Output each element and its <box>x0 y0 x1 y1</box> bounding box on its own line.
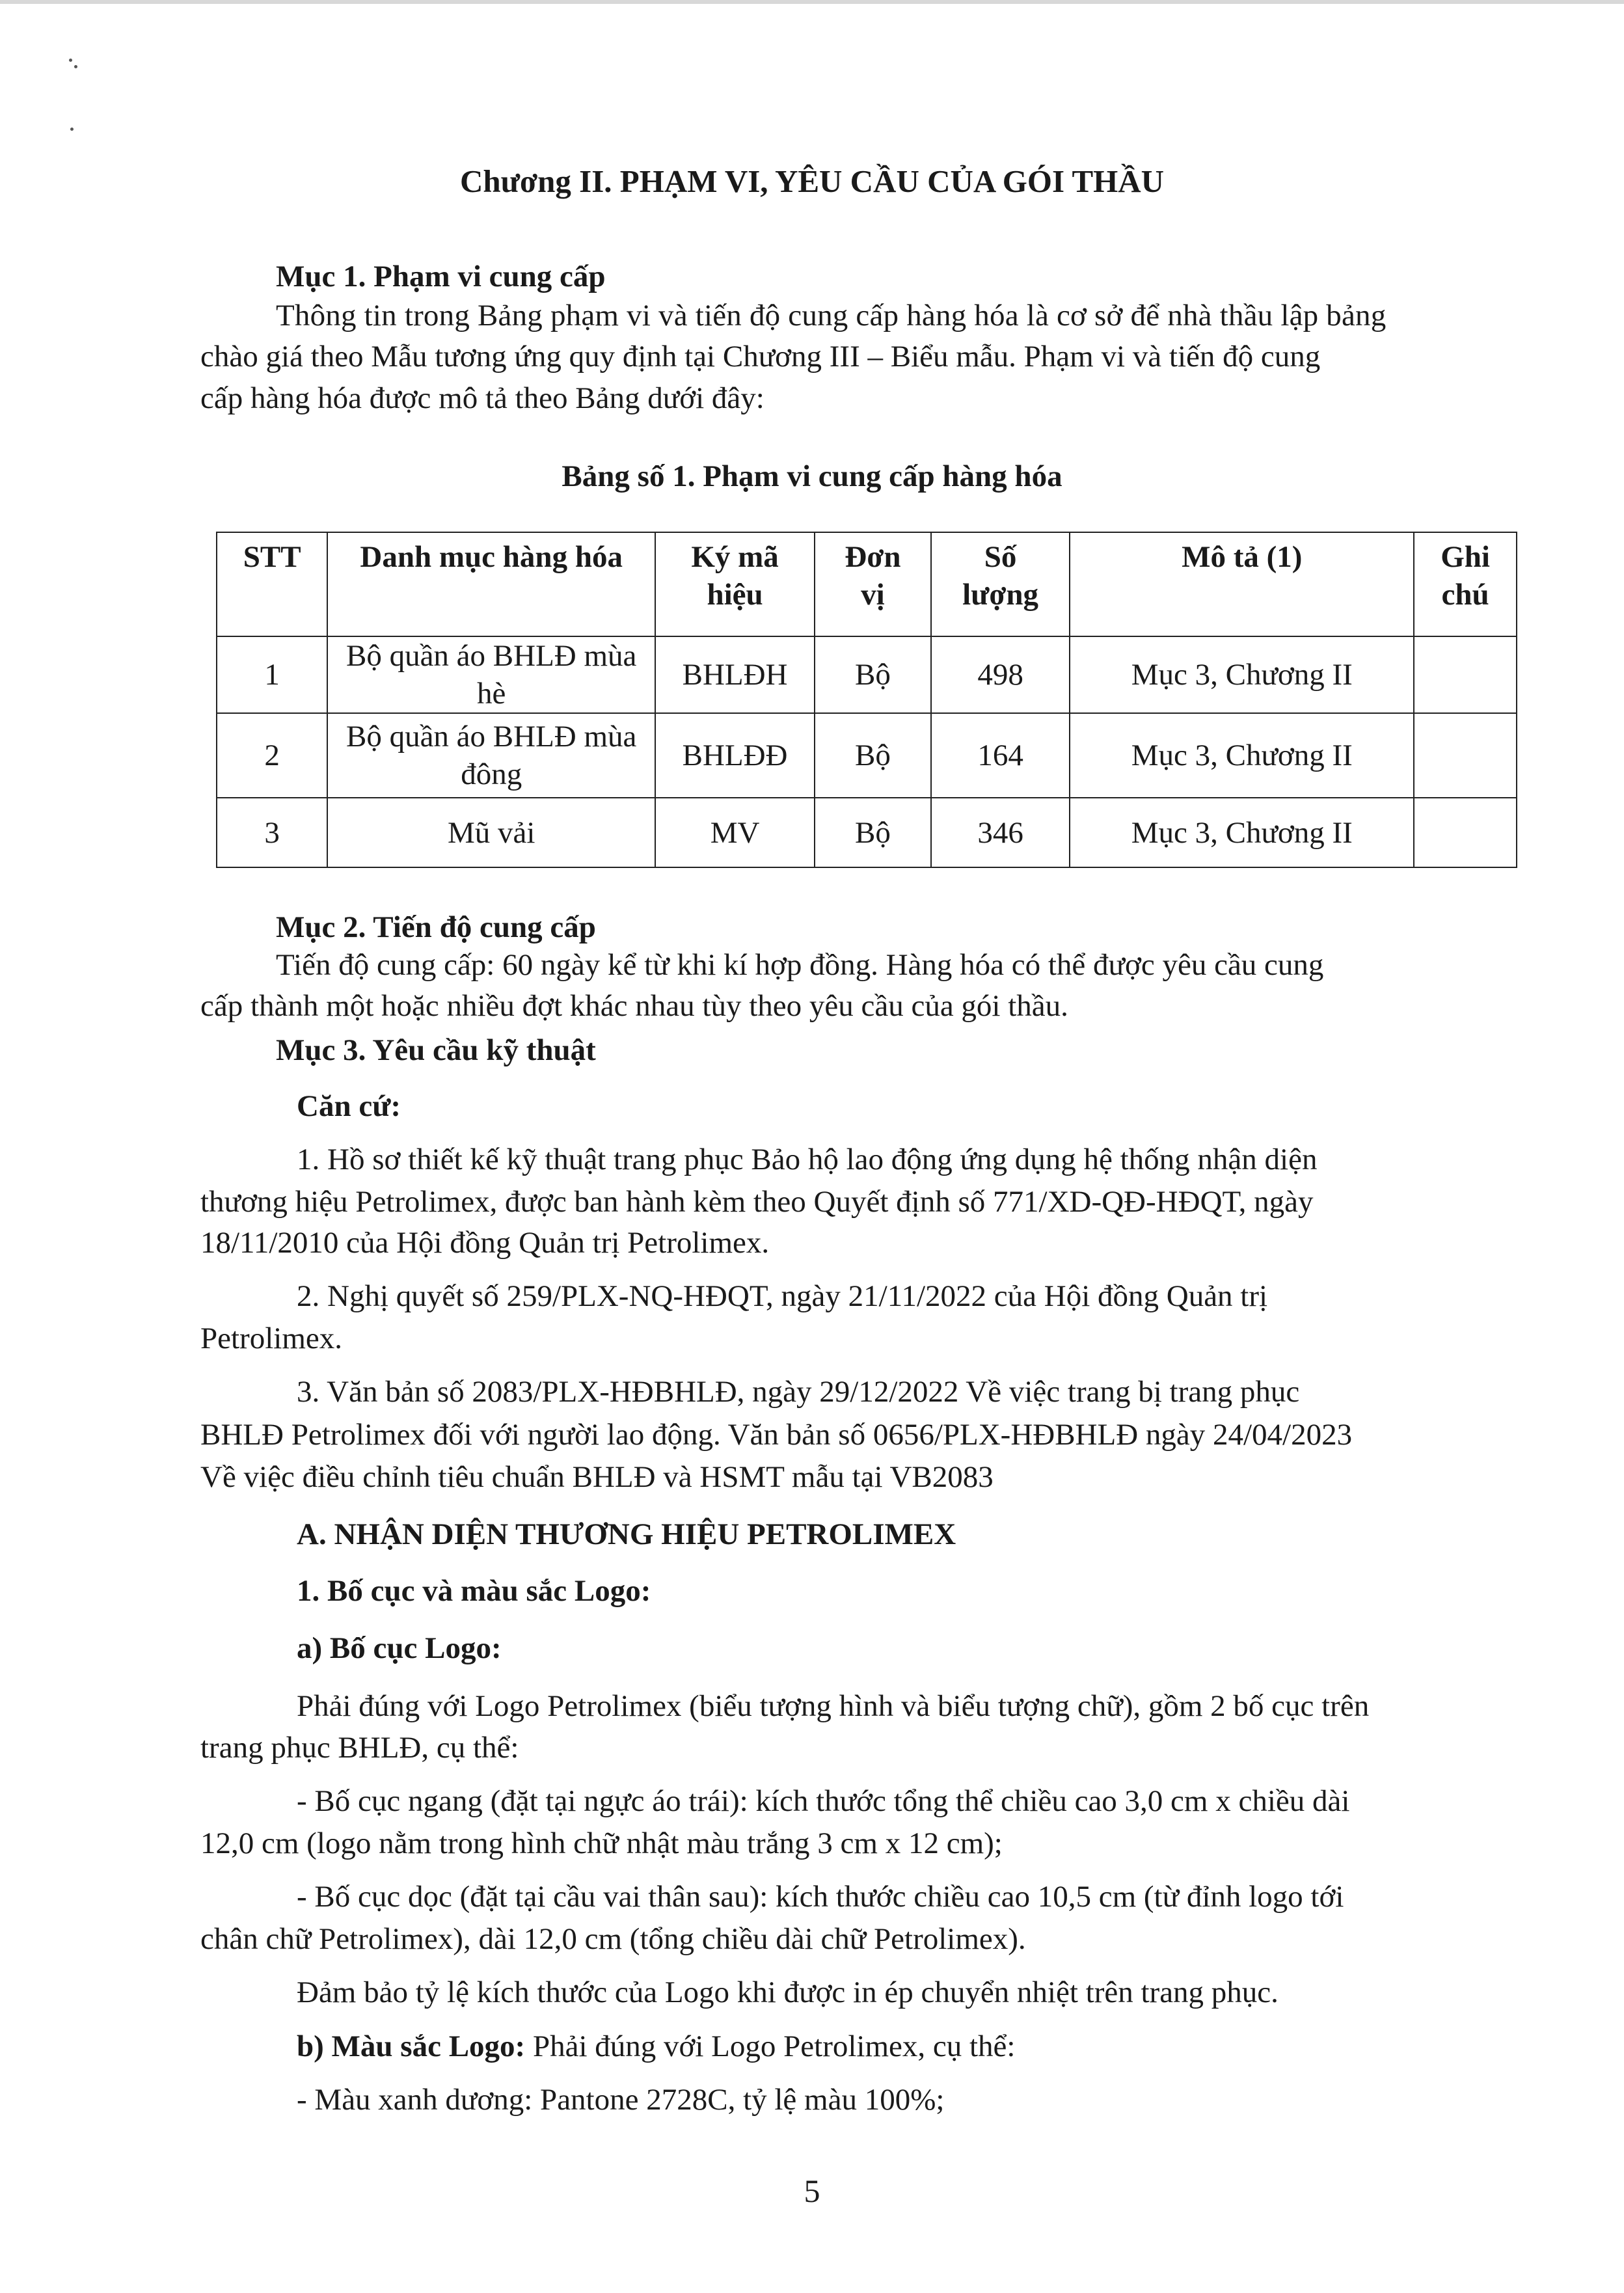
header-qty: Số lượng <box>931 532 1070 636</box>
cell-code: BHLĐH <box>655 636 815 713</box>
horizontal-layout-bullet: - Bố cục ngang (đặt tại ngực áo trái): kích thước tổng thể chiều cao 3,0 cm x chiều dài <box>297 1784 1350 1818</box>
basis-2: Petrolimex. <box>200 1322 342 1355</box>
table-header-row <box>217 532 1517 636</box>
cell-desc: Mục 3, Chương II <box>1070 798 1414 867</box>
cell-desc: Mục 3, Chương II <box>1070 636 1414 713</box>
cell-note <box>1414 798 1517 867</box>
subsection-b-heading: b) Màu sắc Logo: <box>297 2029 526 2063</box>
table-row <box>217 798 1517 867</box>
cell-name: Bộ quần áo BHLĐ mùa đông <box>327 713 655 798</box>
section-a-heading: A. NHẬN DIỆN THƯƠNG HIỆU PETROLIMEX <box>297 1517 956 1551</box>
cell-code: BHLĐĐ <box>655 713 815 798</box>
muc3-heading: Mục 3. Yêu cầu kỹ thuật <box>276 1033 596 1067</box>
logo-color-line <box>297 2024 1015 2069</box>
scope-table <box>216 532 1517 868</box>
header-name: Danh mục hàng hóa <box>327 532 655 636</box>
cell-unit: Bộ <box>815 713 931 798</box>
table-caption: Bảng số 1. Phạm vi cung cấp hàng hóa <box>562 459 1062 493</box>
page-number: 5 <box>804 2173 820 2209</box>
basis-3: 3. Văn bản số 2083/PLX-HĐBHLĐ, ngày 29/12/2022 Về việc trang bị trang phục <box>297 1375 1300 1409</box>
muc2-line: Tiến độ cung cấp: 60 ngày kể từ khi kí hợp đồng. Hàng hóa có thể được yêu cầu cung <box>276 948 1324 982</box>
cell-unit: Bộ <box>815 636 931 713</box>
muc1-line: cấp hàng hóa được mô tả theo Bảng dưới đây: <box>200 381 765 415</box>
horizontal-layout-bullet: 12,0 cm (logo nằm trong hình chữ nhật màu trắng 3 cm x 12 cm); <box>200 1826 1003 1860</box>
cell-code: MV <box>655 798 815 867</box>
basis-1: 18/11/2010 của Hội đồng Quản trị Petrolimex. <box>200 1226 770 1260</box>
scan-speck <box>70 128 74 131</box>
cell-stt: 3 <box>217 798 327 867</box>
muc1-line: Thông tin trong Bảng phạm vi và tiến độ cung cấp hàng hóa là cơ sở để nhà thầu lập bảng <box>276 299 1387 332</box>
subsection-a-heading: a) Bố cục Logo: <box>297 1631 502 1665</box>
table-row <box>217 636 1517 713</box>
subsection-1-heading: 1. Bố cục và màu sắc Logo: <box>297 1574 651 1608</box>
cell-stt: 2 <box>217 713 327 798</box>
header-desc: Mô tả (1) <box>1070 532 1414 636</box>
header-stt: STT <box>217 532 327 636</box>
can-cu-label: Căn cứ: <box>297 1089 401 1123</box>
basis-1: thương hiệu Petrolimex, được ban hành kèm theo Quyết định số 771/XD-QĐ-HĐQT, ngày <box>200 1185 1314 1219</box>
table-row <box>217 713 1517 798</box>
cell-name: Mũ vải <box>327 798 655 867</box>
layout-paragraph: trang phục BHLĐ, cụ thể: <box>200 1731 519 1765</box>
header-code: Ký mã hiệu <box>655 532 815 636</box>
ratio-note: Đảm bảo tỷ lệ kích thước của Logo khi được in ép chuyển nhiệt trên trang phục. <box>297 1975 1279 2009</box>
cell-desc: Mục 3, Chương II <box>1070 713 1414 798</box>
basis-3: Về việc điều chỉnh tiêu chuẩn BHLĐ và HSMT mẫu tại VB2083 <box>200 1460 994 1494</box>
scan-speck <box>69 59 72 62</box>
cell-qty: 164 <box>931 713 1070 798</box>
scan-edge <box>0 0 1624 4</box>
muc2-line: cấp thành một hoặc nhiều đợt khác nhau tùy theo yêu cầu của gói thầu. <box>200 989 1068 1023</box>
cell-note <box>1414 636 1517 713</box>
cell-note <box>1414 713 1517 798</box>
cell-qty: 346 <box>931 798 1070 867</box>
muc1-heading: Mục 1. Phạm vi cung cấp <box>276 260 606 293</box>
vertical-layout-bullet: chân chữ Petrolimex), dài 12,0 cm (tổng chiều dài chữ Petrolimex). <box>200 1922 1026 1956</box>
layout-paragraph: Phải đúng với Logo Petrolimex (biểu tượng hình và biểu tượng chữ), gồm 2 bố cục trên <box>297 1689 1370 1723</box>
basis-3: BHLĐ Petrolimex đối với người lao động. Văn bản số 0656/PLX-HĐBHLĐ ngày 24/04/2023 <box>200 1418 1353 1452</box>
header-unit: Đơn vị <box>815 532 931 636</box>
cell-qty: 498 <box>931 636 1070 713</box>
blue-color-bullet: - Màu xanh dương: Pantone 2728C, tỷ lệ màu 100%; <box>297 2083 945 2117</box>
chapter-title: Chương II. PHẠM VI, YÊU CẦU CỦA GÓI THẦU <box>459 163 1165 199</box>
logo-color-text: Phải đúng với Logo Petrolimex, cụ thể: <box>525 2029 1016 2063</box>
muc1-line: chào giá theo Mẫu tương ứng quy định tại Chương III – Biểu mẫu. Phạm vi và tiến độ cung <box>200 340 1321 373</box>
basis-2: 2. Nghị quyết số 259/PLX-NQ-HĐQT, ngày 21/11/2022 của Hội đồng Quản trị <box>297 1279 1268 1313</box>
vertical-layout-bullet: - Bố cục dọc (đặt tại cầu vai thân sau): kích thước chiều cao 10,5 cm (từ đỉnh logo tới <box>297 1880 1344 1914</box>
cell-unit: Bộ <box>815 798 931 867</box>
header-note: Ghi chú <box>1414 532 1517 636</box>
cell-name: Bộ quần áo BHLĐ mùa hè <box>327 636 655 713</box>
cell-stt: 1 <box>217 636 327 713</box>
muc2-heading: Mục 2. Tiến độ cung cấp <box>276 910 596 944</box>
basis-1: 1. Hồ sơ thiết kế kỹ thuật trang phục Bảo hộ lao động ứng dụng hệ thống nhận diện <box>297 1143 1318 1176</box>
scan-speck <box>74 65 77 68</box>
